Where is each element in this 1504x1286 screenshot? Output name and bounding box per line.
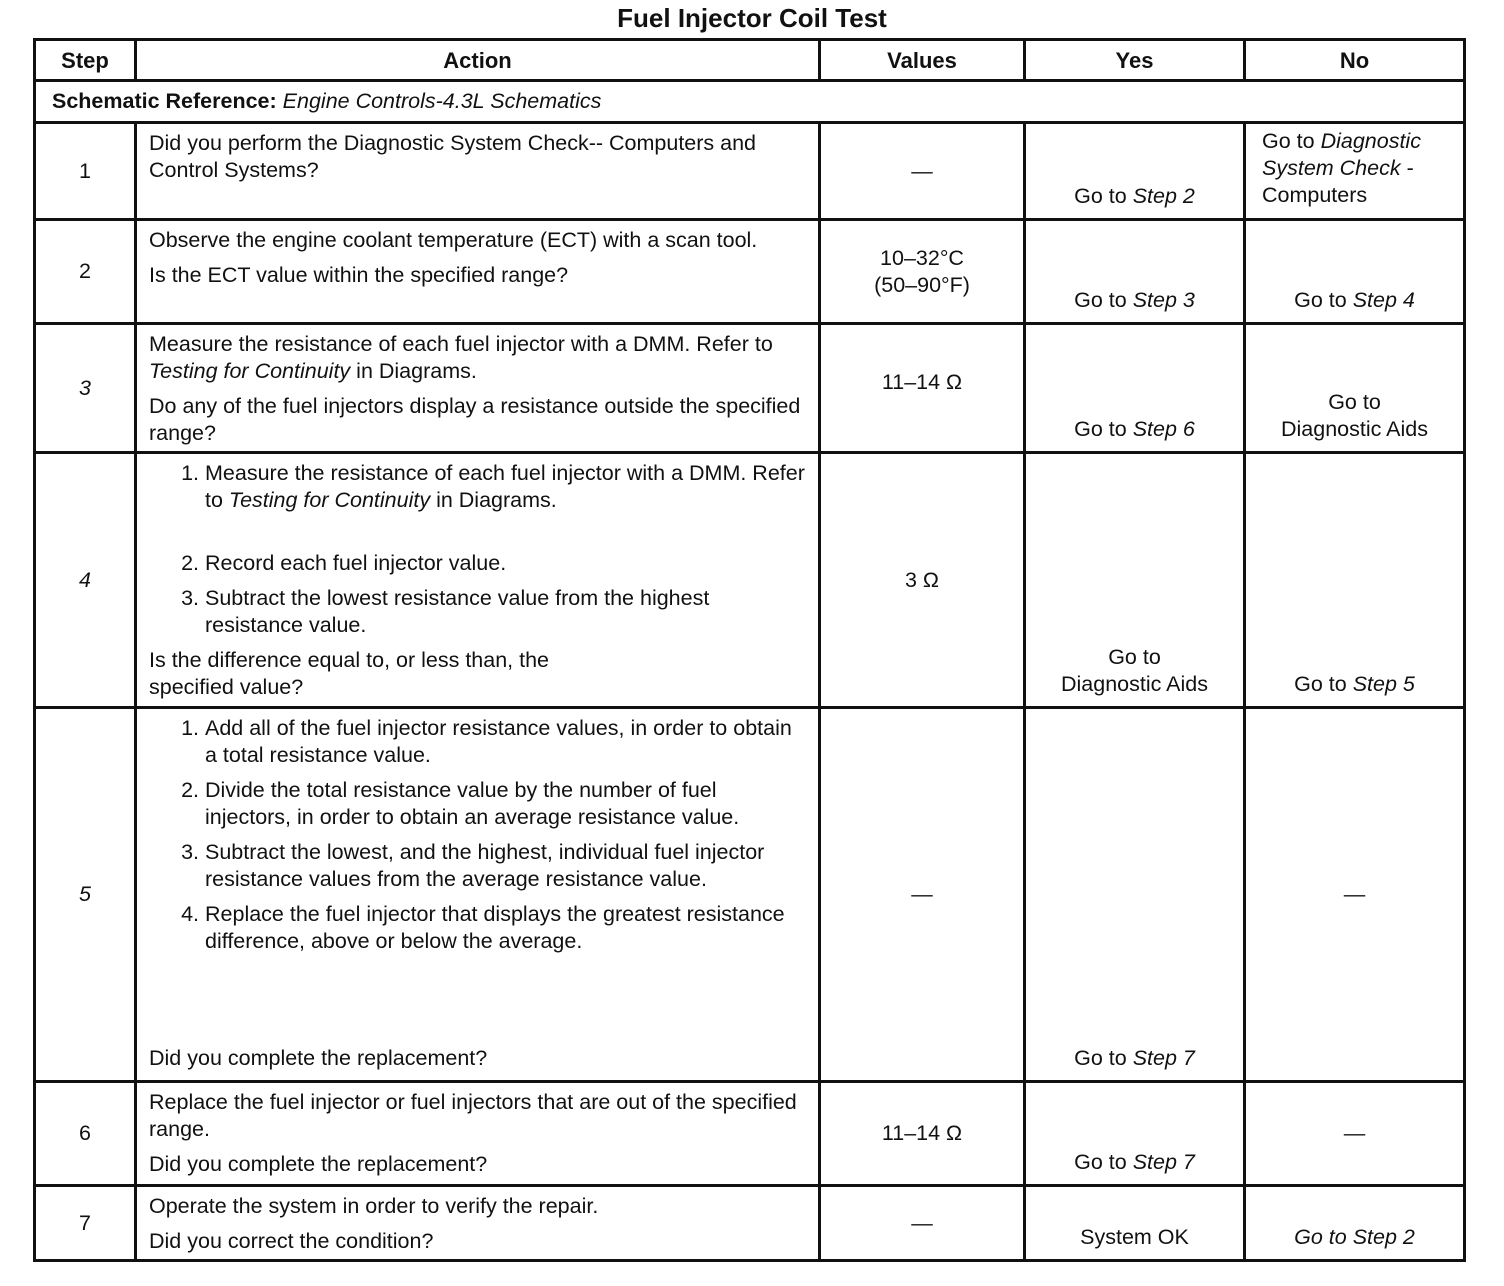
value-cell: 3 Ω xyxy=(820,453,1025,708)
header-no: No xyxy=(1245,40,1465,81)
table-row xyxy=(35,1082,1465,1186)
action-cell xyxy=(136,708,820,1082)
value-cell: — xyxy=(820,123,1025,220)
yes-link[interactable]: Step 6 xyxy=(1132,417,1195,441)
table-row xyxy=(35,1186,1465,1261)
no-cell xyxy=(1245,1186,1465,1261)
action-cell xyxy=(136,453,820,708)
no-cell: — xyxy=(1245,1082,1465,1186)
schematic-reference xyxy=(35,81,1465,123)
yes-text: System OK xyxy=(1080,1225,1189,1249)
yes-prefix: Go to xyxy=(1074,288,1133,312)
no-link[interactable]: Go to Step 2 xyxy=(1294,1225,1415,1249)
no-prefix: Go to xyxy=(1262,129,1321,153)
diagnostic-aids-link[interactable]: Diagnostic Aids xyxy=(1061,672,1208,696)
no-link[interactable]: Step 4 xyxy=(1352,288,1415,312)
no-cell xyxy=(1245,220,1465,324)
testing-for-continuity-link[interactable]: Testing for Continuity xyxy=(228,488,431,512)
action-prefix: Measure the resistance of each fuel injector with a DMM. Refer to xyxy=(149,332,773,356)
action-text: Replace the fuel injector or fuel injectors that are out of the specified range. xyxy=(149,1090,797,1141)
action-text: Observe the engine coolant temperature (ECT) with a scan tool. xyxy=(149,228,758,252)
yes-cell xyxy=(1025,1186,1245,1261)
no-cell xyxy=(1245,453,1465,708)
action-cell xyxy=(136,220,820,324)
yes-link[interactable]: Step 7 xyxy=(1132,1150,1195,1174)
action-question: Did you complete the replacement? xyxy=(149,1046,488,1070)
value-celsius: 10–32°C xyxy=(880,245,964,270)
yes-cell xyxy=(1025,123,1245,220)
yes-prefix: Go to xyxy=(1074,417,1133,441)
value-cell: 11–14 Ω xyxy=(820,1082,1025,1186)
action-cell xyxy=(136,1082,820,1186)
yes-cell xyxy=(1025,453,1245,708)
no-cell xyxy=(1245,324,1465,453)
yes-text: Go to xyxy=(1108,645,1161,669)
diagnostic-table xyxy=(33,38,1466,1262)
action-cell xyxy=(136,123,820,220)
table-row xyxy=(35,324,1465,453)
action-suffix: in Diagrams. xyxy=(350,359,477,383)
header-step: Step xyxy=(35,40,136,81)
testing-for-continuity-link[interactable]: Testing for Continuity xyxy=(149,359,351,383)
no-link[interactable]: Diagnostic System Check xyxy=(1262,129,1421,180)
yes-cell xyxy=(1025,1082,1245,1186)
action-question: Do any of the fuel injectors display a resistance outside the specified range? xyxy=(149,394,801,445)
yes-cell xyxy=(1025,220,1245,324)
reference-row xyxy=(35,81,1465,123)
action-question: Did you complete the replacement? xyxy=(149,1152,488,1176)
action-cell xyxy=(136,1186,820,1261)
value-cell xyxy=(820,220,1025,324)
list-item: 3. Subtract the lowest, and the highest, individual fuel injector resistance values from the average resistance value. xyxy=(205,839,808,893)
action-cell xyxy=(136,324,820,453)
yes-cell xyxy=(1025,324,1245,453)
action-question: Did you correct the condition? xyxy=(149,1229,434,1253)
no-link[interactable]: Step 5 xyxy=(1352,672,1415,696)
table-row xyxy=(35,123,1465,220)
yes-cell xyxy=(1025,708,1245,1082)
action-text: Operate the system in order to verify the repair. xyxy=(149,1194,599,1218)
header-yes: Yes xyxy=(1025,40,1245,81)
table-row xyxy=(35,220,1465,324)
header-row xyxy=(35,40,1465,81)
yes-prefix: Go to xyxy=(1074,1046,1133,1070)
step-number: 7 xyxy=(35,1186,136,1261)
list-item: 2. Divide the total resistance value by the number of fuel injectors, in order to obtain an average resistance value. xyxy=(205,777,808,831)
no-cell xyxy=(1245,123,1465,220)
yes-link[interactable]: Step 2 xyxy=(1132,184,1195,208)
action-question: Is the ECT value within the specified range? xyxy=(149,263,569,287)
reference-link[interactable]: Engine Controls-4.3L Schematics xyxy=(282,89,602,113)
no-prefix: Go to xyxy=(1294,672,1353,696)
value-fahrenheit: (50–90°F) xyxy=(874,272,970,297)
action-list xyxy=(149,460,808,639)
value-cell: — xyxy=(820,1186,1025,1261)
yes-prefix: Go to xyxy=(1074,1150,1133,1174)
step-number: 1 xyxy=(35,123,136,220)
value-text: 11–14 Ω xyxy=(881,370,963,394)
table-row xyxy=(35,453,1465,708)
step-number: 3 xyxy=(35,324,136,453)
list-item: 3. Subtract the lowest resistance value from the highest resistance value. xyxy=(205,585,808,639)
table-row xyxy=(35,708,1465,1082)
value-cell xyxy=(820,324,1025,453)
no-text: Go to xyxy=(1328,390,1381,414)
no-cell: — xyxy=(1245,708,1465,1082)
yes-link[interactable]: Step 3 xyxy=(1132,288,1195,312)
step-number: 6 xyxy=(35,1082,136,1186)
yes-link[interactable]: Step 7 xyxy=(1132,1046,1195,1070)
header-values: Values xyxy=(820,40,1025,81)
list-item: 1. Add all of the fuel injector resistance values, in order to obtain a total resistance value. xyxy=(205,715,808,769)
header-action: Action xyxy=(136,40,820,81)
diagnostic-aids-link[interactable]: Diagnostic Aids xyxy=(1281,417,1428,441)
value-cell: — xyxy=(820,708,1025,1082)
list-item xyxy=(205,460,808,514)
list-item: 2. Record each fuel injector value. xyxy=(205,550,808,577)
no-suffix: - Computers xyxy=(1262,156,1414,207)
yes-prefix: Go to xyxy=(1074,184,1133,208)
reference-label: Schematic Reference: xyxy=(52,89,277,113)
list-item: 4. Replace the fuel injector that displays the greatest resistance difference, above or below the average. xyxy=(205,901,808,955)
action-text xyxy=(149,331,808,385)
step-number: 5 xyxy=(35,708,136,1082)
page-title: Fuel Injector Coil Test xyxy=(617,3,887,33)
action-question: Is the difference equal to, or less than, the specified value? xyxy=(149,648,549,699)
action-text: Did you perform the Diagnostic System Check-- Computers and Control Systems? xyxy=(149,131,757,182)
step-number: 4 xyxy=(35,453,136,708)
item-suffix: in Diagrams. xyxy=(430,488,557,512)
action-list xyxy=(149,715,808,955)
no-prefix: Go to xyxy=(1294,288,1353,312)
step-number: 2 xyxy=(35,220,136,324)
item-prefix: Measure the resistance of each fuel injector with a DMM. Refer to xyxy=(205,461,805,512)
